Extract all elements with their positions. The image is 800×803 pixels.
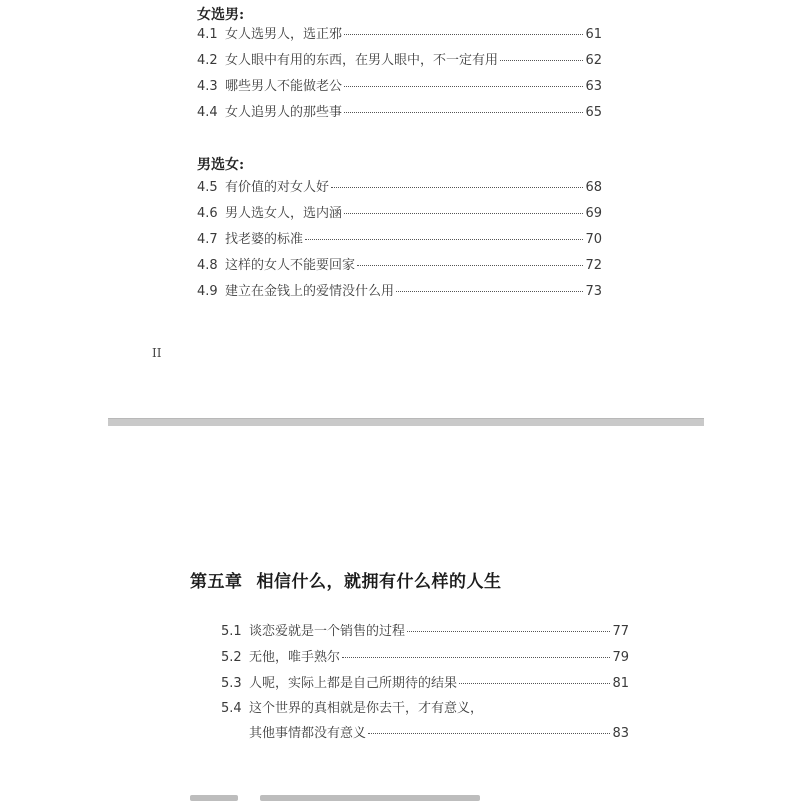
toc-entry[interactable]	[197, 51, 602, 71]
toc-entry-page: 83	[612, 726, 629, 741]
toc-entry[interactable]	[197, 282, 602, 302]
leader-dots	[500, 60, 583, 61]
toc-entry-continuation[interactable]	[249, 724, 629, 744]
toc-entry-number: 5.2	[221, 650, 242, 665]
toc-entry[interactable]	[221, 622, 629, 642]
toc-entry-page: 72	[585, 258, 602, 273]
toc-entry[interactable]	[197, 77, 602, 97]
leader-dots	[407, 631, 610, 632]
toc-entry[interactable]	[221, 674, 629, 694]
toc-entry-title-continued: 其他事情都没有意义	[249, 726, 367, 741]
section-heading-women-choose-men: 女选男:	[197, 7, 245, 23]
leader-dots	[357, 265, 583, 266]
toc-entry-page: 79	[612, 650, 629, 665]
toc-entry-title: 无他，唯手熟尔	[249, 650, 341, 665]
toc-entry-page: 63	[585, 79, 602, 94]
toc-entry-number: 4.2	[197, 53, 218, 68]
toc-entry-number: 4.3	[197, 79, 218, 94]
toc-entry[interactable]	[197, 256, 602, 276]
toc-entry-page: 69	[585, 206, 602, 221]
leader-dots	[305, 239, 583, 240]
toc-entry[interactable]	[197, 178, 602, 198]
cropped-text-fragment	[190, 795, 238, 801]
toc-entry-title: 建立在金钱上的爱情没什么用	[225, 284, 395, 299]
toc-entry-title: 这个世界的真相就是你去干，才有意义，	[249, 701, 484, 716]
leader-dots	[344, 213, 583, 214]
cropped-text-fragment	[260, 795, 480, 801]
chapter-name: 相信什么，就拥有什么样的人生	[256, 572, 502, 592]
toc-entry[interactable]	[197, 25, 602, 45]
toc-entry-number: 5.3	[221, 676, 242, 691]
page-number: II	[152, 346, 162, 360]
toc-entry-number: 4.8	[197, 258, 218, 273]
toc-entry-page: 77	[612, 624, 629, 639]
toc-entry[interactable]	[221, 648, 629, 668]
toc-entry-first-line[interactable]	[221, 699, 629, 719]
chapter-label: 第五章	[190, 572, 243, 592]
toc-entry-title: 人呢，实际上都是自己所期待的结果	[249, 676, 458, 691]
toc-entry[interactable]	[197, 103, 602, 123]
toc-entry-number: 4.1	[197, 27, 218, 42]
leader-dots	[344, 34, 583, 35]
toc-entry-title: 找老婆的标准	[225, 232, 304, 247]
toc-entry-page: 65	[585, 105, 602, 120]
toc-entry-title: 女人追男人的那些事	[225, 105, 343, 120]
toc-entry-title: 有价值的对女人好	[225, 180, 330, 195]
toc-entry-page: 61	[585, 27, 602, 42]
cropped-next-chapter-line	[190, 793, 490, 803]
leader-dots	[344, 86, 583, 87]
toc-entry-page: 81	[612, 676, 629, 691]
toc-entry-number: 4.9	[197, 284, 218, 299]
leader-dots	[459, 683, 610, 684]
leader-dots	[396, 291, 583, 292]
leader-dots	[368, 733, 610, 734]
toc-entry-page: 68	[585, 180, 602, 195]
toc-entry-title: 这样的女人不能要回家	[225, 258, 356, 273]
toc-entry-page: 70	[585, 232, 602, 247]
leader-dots	[342, 657, 610, 658]
toc-entry-title: 女人眼中有用的东西，在男人眼中，不一定有用	[225, 53, 499, 68]
section-heading-men-choose-women: 男选女:	[197, 157, 245, 173]
leader-dots	[344, 112, 583, 113]
toc-entry-number: 4.4	[197, 105, 218, 120]
toc-entry-number: 5.1	[221, 624, 242, 639]
toc-entry-title: 哪些男人不能做老公	[225, 79, 343, 94]
toc-entry[interactable]	[197, 204, 602, 224]
toc-entry-title: 男人选女人，选内涵	[225, 206, 343, 221]
chapter-title	[190, 567, 502, 592]
toc-entry-number: 4.5	[197, 180, 218, 195]
toc-entry[interactable]	[197, 230, 602, 250]
toc-entry-number: 4.6	[197, 206, 218, 221]
toc-entry-title: 女人选男人，选正邪	[225, 27, 343, 42]
toc-entry-title: 谈恋爱就是一个销售的过程	[249, 624, 406, 639]
toc-page-lower	[0, 425, 800, 800]
toc-entry-number: 4.7	[197, 232, 218, 247]
toc-entry-page: 62	[585, 53, 602, 68]
leader-dots	[331, 187, 583, 188]
toc-entry-number: 5.4	[221, 701, 242, 716]
toc-entry-page: 73	[585, 284, 602, 299]
